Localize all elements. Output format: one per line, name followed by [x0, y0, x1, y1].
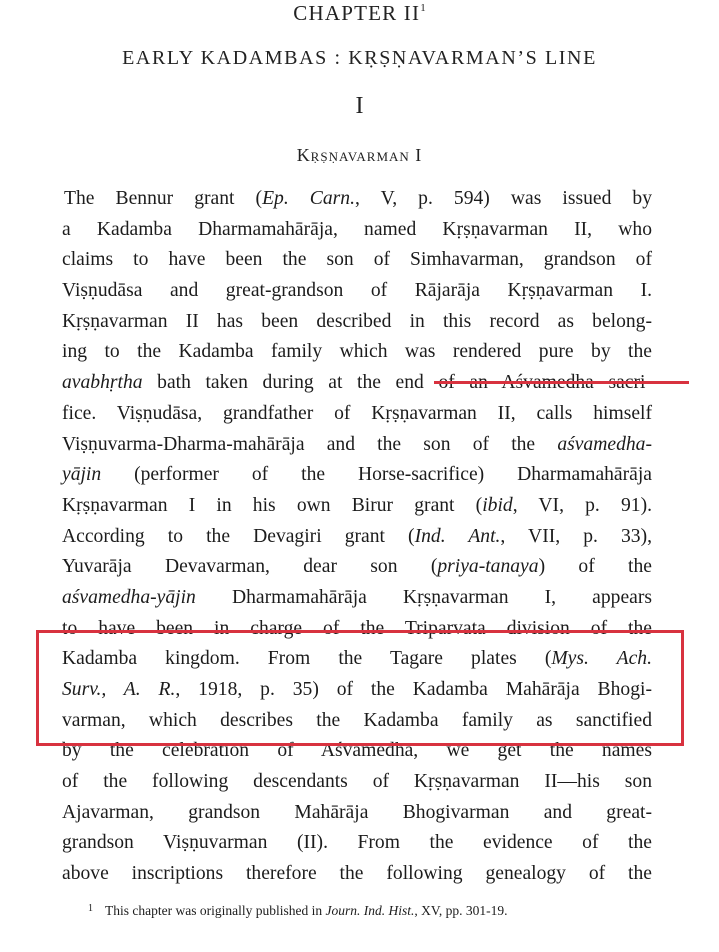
text-segment: Viṣṇudāsa and great-grandson of Rājarāja Kṛṣṇavarman I.	[62, 280, 652, 302]
italic-text: ibid	[482, 494, 513, 516]
text-segment: varman, which describes the Kadamba family as sanctified	[62, 709, 652, 731]
text-line	[62, 430, 652, 461]
chapter-label: CHAPTER II	[293, 1, 421, 25]
text-line	[62, 583, 652, 614]
text-segment: claims to have been the son of Simhavarman, grandson of	[62, 249, 652, 271]
text-segment: by the celebration of Aśvamedha, we get the names	[62, 740, 652, 762]
text-line	[62, 828, 652, 859]
section-title: Kṛṣṇavarman I	[296, 145, 423, 165]
italic-text: priya-tanaya	[437, 556, 539, 578]
text-segment: , V, p. 594) was issued by	[354, 188, 653, 209]
text-segment: a Kadamba Dharmamahārāja, named Kṛṣṇavarman II, who	[62, 218, 652, 240]
text-line	[62, 215, 652, 246]
text-segment: ) of the	[538, 556, 652, 578]
text-segment: to have been in charge of the Triparvata division of the	[62, 617, 652, 639]
text-segment: , 1918, p. 35) of the Kadamba Mahārāja Bhogi-	[175, 679, 652, 700]
text-line	[62, 399, 652, 430]
text-segment: The Bennur grant (	[64, 188, 263, 209]
text-line	[62, 798, 652, 829]
red-underline-annotation	[434, 381, 689, 384]
text-segment: Yuvarāja Devavarman, dear son (	[62, 556, 438, 578]
footnote-text	[105, 903, 507, 918]
italic-text: avabhṛtha	[62, 372, 143, 394]
footnote-italic-text: Journ. Ind. Hist.	[325, 903, 415, 918]
body-paragraph	[62, 184, 652, 890]
text-line	[62, 460, 652, 491]
text-line	[62, 307, 652, 338]
italic-text: aśvamedha-	[557, 433, 652, 455]
text-segment: Ajavarman, grandson Mahārāja Bhogivarman and great-	[62, 801, 652, 823]
text-segment: (performer of the Horse-sacrifice) Dharmamahārāja	[101, 464, 652, 486]
red-box-annotation	[36, 630, 684, 746]
text-segment: , VII, p. 33),	[500, 525, 652, 547]
italic-text: Ep. Carn.	[262, 188, 355, 209]
footnote-marker: 1	[88, 903, 93, 914]
text-segment: Kṛṣṇavarman II has been described in this record as belong-	[62, 310, 652, 332]
text-line	[62, 767, 652, 798]
text-segment: Kadamba kingdom. From the Tagare plates (	[62, 648, 552, 670]
chapter-heading	[0, 1, 719, 26]
text-segment: Dharmamahārāja Kṛṣṇavarman I, appears	[195, 586, 652, 608]
text-line	[62, 491, 652, 522]
chapter-subtitle: EARLY KADAMBAS : KṚṢṆAVARMAN’S LINE	[122, 47, 597, 69]
text-line	[62, 337, 652, 368]
text-line	[62, 184, 652, 215]
footnote-text-segment: , XV, pp. 301-19.	[414, 903, 508, 918]
footnote-text-segment: This chapter was originally published in	[105, 903, 326, 918]
italic-text: aśvamedha-yājin	[62, 586, 196, 608]
chapter-footnote-mark[interactable]: 1	[420, 2, 426, 14]
text-line	[62, 522, 652, 553]
text-segment: ing to the Kadamba family which was rendered pure by the	[62, 341, 652, 363]
text-line	[62, 245, 652, 276]
text-segment: bath taken during at the end of an Aśvamedha sacri-	[142, 372, 652, 394]
text-line	[62, 859, 652, 890]
text-segment: Kṛṣṇavarman I in his own Birur grant (	[62, 494, 483, 516]
italic-text: Surv., A. R.	[62, 679, 176, 700]
text-segment: above inscriptions therefore the following genealogy of the	[62, 863, 652, 885]
text-segment: Viṣṇuvarma-Dharma-mahārāja and the son of the	[62, 433, 558, 455]
text-segment: fice. Viṣṇudāsa, grandfather of Kṛṣṇavarman II, calls himself	[62, 402, 652, 424]
italic-text: Ind. Ant.	[414, 525, 501, 547]
text-segment: of the following descendants of Kṛṣṇavarman II—his son	[62, 771, 652, 793]
footnote	[88, 903, 507, 919]
part-numeral: I	[355, 93, 364, 119]
text-line	[62, 552, 652, 583]
text-segment: According to the Devagiri grant (	[62, 525, 415, 547]
italic-text: yājin	[62, 464, 102, 486]
text-line	[62, 276, 652, 307]
text-segment: , VI, p. 91).	[512, 494, 653, 516]
text-segment: grandson Viṣṇuvarman (II). From the evidence of the	[62, 832, 652, 854]
italic-text: Mys. Ach.	[551, 648, 652, 670]
